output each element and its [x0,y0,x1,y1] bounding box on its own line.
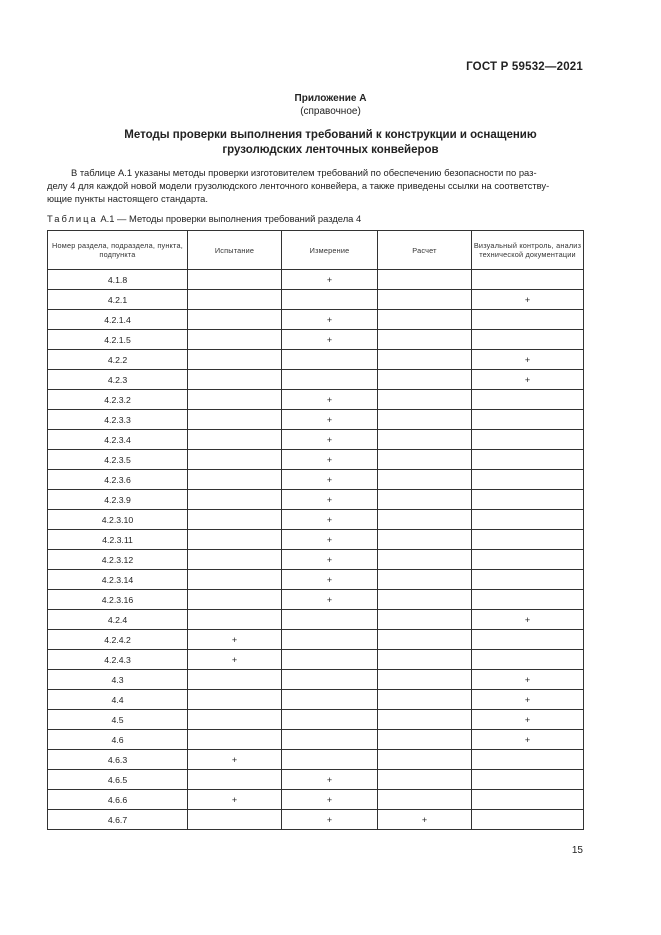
method-mark-cell: + [188,650,282,670]
method-mark-cell [472,750,584,770]
column-header: Визуальный контроль, анализ технической документации [472,231,584,270]
method-mark-cell [472,570,584,590]
method-mark-cell [472,650,584,670]
method-mark-cell [472,310,584,330]
method-mark-cell [472,470,584,490]
section-number-cell: 4.6.5 [48,770,188,790]
table-row [48,490,584,510]
method-mark-cell [188,690,282,710]
section-title-line-1: Методы проверки выполнения требований к конструкции и оснащению [124,129,537,141]
method-mark-cell: + [282,310,378,330]
table-row [48,770,584,790]
section-number-cell: 4.2.3 [48,370,188,390]
section-number-cell: 4.2.3.6 [48,470,188,490]
method-mark-cell: + [472,610,584,630]
method-mark-cell: + [472,370,584,390]
method-mark-cell [188,430,282,450]
method-mark-cell: + [282,450,378,470]
method-mark-cell [378,410,472,430]
section-number-cell: 4.2.3.9 [48,490,188,510]
section-number-cell: 4.2.3.2 [48,390,188,410]
column-header: Измерение [282,231,378,270]
method-mark-cell [188,710,282,730]
method-mark-cell [378,710,472,730]
method-mark-cell [472,590,584,610]
method-mark-cell [188,310,282,330]
section-number-cell: 4.2.3.14 [48,570,188,590]
method-mark-cell [378,350,472,370]
table-row [48,370,584,390]
method-mark-cell: + [282,770,378,790]
method-mark-cell [378,590,472,610]
section-title [0,128,661,158]
method-mark-cell: + [472,690,584,710]
method-mark-cell [472,270,584,290]
method-mark-cell [282,690,378,710]
method-mark-cell [188,410,282,430]
method-mark-cell: + [282,530,378,550]
table-row [48,530,584,550]
section-number-cell: 4.4 [48,690,188,710]
table-row [48,510,584,530]
method-mark-cell [378,330,472,350]
column-header: Расчет [378,231,472,270]
section-number-cell: 4.6 [48,730,188,750]
method-mark-cell [378,270,472,290]
method-mark-cell: + [282,470,378,490]
method-mark-cell [378,510,472,530]
method-mark-cell [188,550,282,570]
method-mark-cell [188,810,282,830]
annex-label: Приложение А [294,93,367,104]
table-row [48,790,584,810]
method-mark-cell: + [282,790,378,810]
table-row [48,670,584,690]
method-mark-cell: + [282,510,378,530]
table-row [48,470,584,490]
method-mark-cell: + [282,390,378,410]
table-row [48,650,584,670]
method-mark-cell [472,430,584,450]
table-row [48,690,584,710]
method-mark-cell [378,390,472,410]
table-row [48,630,584,650]
method-mark-cell [188,670,282,690]
method-mark-cell: + [282,810,378,830]
method-mark-cell [282,370,378,390]
method-mark-cell [282,750,378,770]
method-mark-cell: + [472,670,584,690]
table-row [48,350,584,370]
section-number-cell: 4.2.3.10 [48,510,188,530]
method-mark-cell [472,530,584,550]
method-mark-cell [472,390,584,410]
method-mark-cell: + [378,810,472,830]
table-row [48,310,584,330]
column-header: Испытание [188,231,282,270]
method-mark-cell [282,730,378,750]
method-mark-cell [188,370,282,390]
table-row [48,450,584,470]
method-mark-cell [378,530,472,550]
column-header: Номер раздела, подраздела, пункта, подпункта [48,231,188,270]
table-row [48,430,584,450]
method-mark-cell [188,270,282,290]
method-mark-cell [188,390,282,410]
method-mark-cell [378,630,472,650]
method-mark-cell [472,550,584,570]
method-mark-cell [472,770,584,790]
standard-code: ГОСТ Р 59532—2021 [466,61,583,73]
method-mark-cell [188,590,282,610]
method-mark-cell: + [472,730,584,750]
method-mark-cell [378,570,472,590]
annex-status: (справочное) [300,106,361,117]
section-number-cell: 4.2.3.5 [48,450,188,470]
method-mark-cell [378,490,472,510]
method-mark-cell [282,610,378,630]
method-mark-cell [188,330,282,350]
method-mark-cell [378,770,472,790]
method-mark-cell [188,610,282,630]
method-mark-cell [472,630,584,650]
method-mark-cell [378,750,472,770]
section-number-cell: 4.2.1.5 [48,330,188,350]
method-mark-cell [378,290,472,310]
section-number-cell: 4.6.6 [48,790,188,810]
method-mark-cell: + [282,410,378,430]
method-mark-cell [188,730,282,750]
method-mark-cell [188,490,282,510]
method-mark-cell: + [282,550,378,570]
method-mark-cell [378,550,472,570]
table-row [48,390,584,410]
method-mark-cell [378,730,472,750]
method-mark-cell [188,530,282,550]
method-mark-cell [378,430,472,450]
table-row [48,750,584,770]
method-mark-cell [282,650,378,670]
table-row [48,590,584,610]
section-number-cell: 4.2.3.12 [48,550,188,570]
section-number-cell: 4.2.3.11 [48,530,188,550]
page-number: 15 [571,845,583,856]
section-number-cell: 4.2.1 [48,290,188,310]
table-row [48,710,584,730]
method-mark-cell [282,630,378,650]
verification-methods-table [47,230,584,830]
section-number-cell: 4.2.2 [48,350,188,370]
table-row [48,410,584,430]
section-number-cell: 4.3 [48,670,188,690]
method-mark-cell [378,370,472,390]
section-number-cell: 4.2.1.4 [48,310,188,330]
method-mark-cell [378,790,472,810]
method-mark-cell [188,290,282,310]
method-mark-cell [188,510,282,530]
method-mark-cell [472,450,584,470]
intro-line-2: делу 4 для каждой новой модели грузолюдского ленточного конвейера, а также приведены ссылки на соответству- [47,180,550,191]
table-caption-word: Таблица [47,213,98,224]
table-caption-text: А.1 — Методы проверки выполнения требований раздела 4 [100,213,362,224]
method-mark-cell [188,470,282,490]
intro-line-3: ющие пункты настоящего стандарта. [47,193,208,204]
table-caption [47,213,361,224]
section-number-cell: 4.1.8 [48,270,188,290]
table-row [48,730,584,750]
method-mark-cell [188,770,282,790]
table-row [48,290,584,310]
method-mark-cell [472,510,584,530]
intro-paragraph [47,166,582,205]
section-number-cell: 4.2.4 [48,610,188,630]
section-title-line-2: грузолюдских ленточных конвейеров [222,144,439,156]
table-header-row [48,231,584,270]
method-mark-cell: + [282,490,378,510]
method-mark-cell [472,410,584,430]
method-mark-cell: + [188,630,282,650]
method-mark-cell: + [188,750,282,770]
section-number-cell: 4.2.3.4 [48,430,188,450]
method-mark-cell [282,710,378,730]
method-mark-cell [378,670,472,690]
method-mark-cell [378,610,472,630]
method-mark-cell [188,570,282,590]
method-mark-cell [472,790,584,810]
section-number-cell: 4.2.3.3 [48,410,188,430]
table-row [48,270,584,290]
section-number-cell: 4.2.3.16 [48,590,188,610]
method-mark-cell [282,350,378,370]
method-mark-cell [282,290,378,310]
method-mark-cell: + [282,330,378,350]
table-row [48,330,584,350]
method-mark-cell [472,330,584,350]
section-number-cell: 4.5 [48,710,188,730]
section-number-cell: 4.6.7 [48,810,188,830]
method-mark-cell [378,690,472,710]
method-mark-cell: + [282,430,378,450]
intro-line-1: В таблице А.1 указаны методы проверки изготовителем требований по обеспечению безопасности по раз- [71,167,537,178]
method-mark-cell [188,450,282,470]
table-row [48,550,584,570]
section-number-cell: 4.2.4.3 [48,650,188,670]
method-mark-cell [472,490,584,510]
method-mark-cell: + [282,590,378,610]
method-mark-cell: + [472,290,584,310]
method-mark-cell: + [188,790,282,810]
method-mark-cell [378,450,472,470]
section-number-cell: 4.6.3 [48,750,188,770]
method-mark-cell [378,310,472,330]
table-row [48,570,584,590]
annex-heading [0,92,661,118]
method-mark-cell: + [282,270,378,290]
table-row [48,810,584,830]
method-mark-cell [472,810,584,830]
table-body [48,270,584,830]
method-mark-cell: + [472,350,584,370]
method-mark-cell [282,670,378,690]
method-mark-cell [188,350,282,370]
method-mark-cell [378,470,472,490]
method-mark-cell [378,650,472,670]
section-number-cell: 4.2.4.2 [48,630,188,650]
method-mark-cell: + [472,710,584,730]
table-row [48,610,584,630]
method-mark-cell: + [282,570,378,590]
